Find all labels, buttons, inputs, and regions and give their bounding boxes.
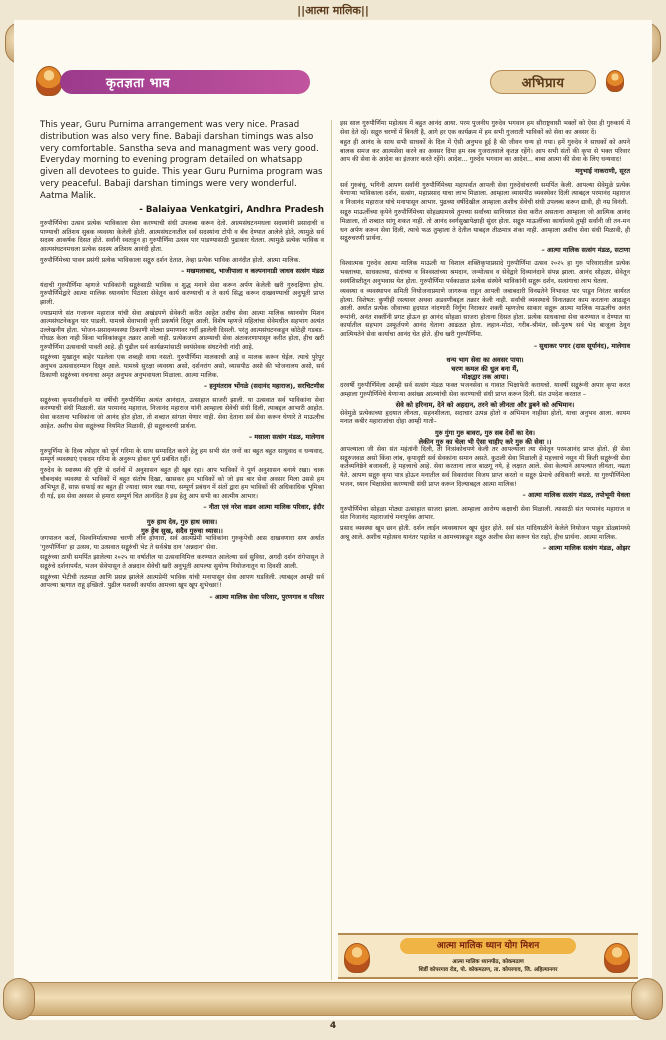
meditating-figure-icon: [604, 943, 630, 973]
testimonial-paragraph: सर्व गुरुबंधू, भगिनी आपण सर्वांनी गुरुपौर्णिमेच्या महापर्वात आपली सेवा गुरुदेवांचरणी समर्पित केली. आपल्या सेवेमुळे प्रत्येक येणाऱ्या भाविकाला दर्शन, सत्संग, महाप्रसाद याचा लाभ मिळाला. आम्हाला व्यासपीठ व्यवस्थेवर दिली त्याबद्दल परमानंद महाराज व निजानंद महाराज यांचे मनापासून आभार. पुढच्या वर्षीदेखील आम्हाला अशीच सेवेची संधी उपलब्ध करून द्यावी, ही नम्र विनंती.: [340, 181, 630, 206]
scroll-roll-right: [631, 978, 663, 1020]
testimonial-signature: - Balaiyaa Venkatgiri, Andhra Pradesh: [139, 204, 324, 215]
verse-line: गुरु हाथ देव, गुरु हाथ स्वास।: [146, 517, 218, 526]
testimonial-paragraph: गुरुदेव के स्वास्थ्य की दृष्टि से दर्शनों में अनुशासन बहुत ही खूब रहा। आप भाविकों ने पूर्ण अनुशासन बनाये रखा। चाक चौबन्दबंद व्यवस्था से भाविकों में बहुत संतोष दिखा, खासकर हम भाविकों को जो इस बार सेवा अवसर मिला उससे हम अभिभूत हैं, साफ़ सफाई का बहुत ही ज्यादा ध्यान रखा गया, सम्पूर्ण प्रबंधन में संतों द्वारा हम भाविकों की अधिकाधिक भूमिका दी गई, इस सेवा अवसर से हमारा सम्पूर्ण चित आनंदित है इस हेतु आप सभी का आत्मीय आभार।: [40, 467, 324, 500]
testimonial-paragraph: सद्गुरुंच्या मुखातून बाहेर पडलेला एक शब्दही वाया नसतो. गुरुपौर्णिमा मालकाची आहे व मालक करून घेईल. त्याचे पुरेपूर अनुभव उत्सवादरम्यान दिसून आले. यामध्ये सुरक्षा व्यवस्था असो, दर्शनरांग असो, व्यासपीठ असो की भोजनालय असो, सर्व ठिकाणी सद्गुरुंच्या वचनाचा अमृत अनुभव अनुभवायला मिळाला. आत्मा मालिक.: [40, 354, 324, 379]
mission-box: [338, 933, 638, 979]
right-column: [340, 120, 630, 559]
verse-line: सेवे को हरिनाम, देने को अहदान, तरने को लीनता और डुबने को अभिमान।: [395, 401, 575, 410]
testimonial-paragraph: सद्गुरुंच्या भेटीची तळमळ आणि प्रसन्न झालेले आत्मप्रेमी भाविक यांची मनापासून सेवा आपण घडविली. त्याबद्दल आम्ही सर्व आपल्या ऋणात राहू इच्छितो. पुढील यशस्वी कार्यास आमच्या खूप खूप शुभेच्छा!!: [40, 573, 324, 590]
testimonial-paragraph: इस साल गुरुपौर्णिमा महोत्सव में बहुत आनंद आया. परम पुजनीय गुरुदेव भगवान हम सौराष्ट्रवासी भक्तों को ऐसा ही गुरुकार्य में सेवा देते रहें। सद्गुरु चरणों में बिनती है, आगे हर एक कार्यक्रम में हम सभी गुजराती भाविकों को सेवा का अवसर दें।: [340, 120, 630, 136]
testimonial-paragraph: व्यवस्था व व्यवस्थापन समिती नियोजनाप्रमाणे जागरूक राहून आपली जबाबदारी विनम्रतेने निभावत पार पाडून निरंतर कार्यरत होत्या. विशेषत: कुणीही रस्त्यावर अथवा अडवणीबद्दल तक्रार केली नाही. सर्वांची व्यवस्थाचे विनातक्रार काम करताना आढळून आली. अर्थात प्रत्येक जीवाच्या हृदयात नांदणारी निर्गुण निराकार शक्ती म्हणजेच साकार सद्गुरू आत्मा मालिक माऊलीच अनंत रूपांनी, अनंत शक्तींनी प्रगट होऊन हा आनंद सोहळा साजरा होताना दिसत होता. प्रत्येक साधकाचा सेवा करण्यात व देण्यात या कार्यातील सहभाग उस्फूर्तपणे आनंद घेताना आढळत होता. लहान-मोठा, गरीब-श्रीमंत, स्त्री-पुरुष सर्व भेद बाजूला ठेवून आत्मियतेने सेवा कार्याचा आनंद घेत होते. हीच खरी गुरुपौर्णिमा.: [340, 288, 630, 339]
testimonial-paragraph: गुरुपूर्णिमा के दिव्य त्योहार को पूर्ण गरिमा के साथ सम्पादित करने हेतु हम सभी संत जनों का बहुत बहुत साधुवाद व धन्यवाद, सम्पूर्ण व्यवस्थाएं एकदम गरिमा के अनुरूप होकर पूर्ण प्रबंधित रहीं।: [40, 447, 324, 464]
testimonial-paragraph: प्रसाद व्यवस्था खूप छान होती. दर्शन लाईन व्यवस्थापन खूप सुंदर होते. सर्व संत मांदियाळीने केलेले नियोजन पाहून डोळ्यांमध्ये अश्रू आले. अशीच महोत्सव यानंतर पहावेत व आमच्याकडून सद्गुरु अशीच सेवा करून घेत राहो, हीच प्रार्थना. आत्मा मालिक.: [340, 524, 630, 541]
column-divider: [331, 120, 332, 980]
testimonial-signature: मनुभाई नाकराणी, सूरत: [575, 166, 630, 175]
testimonial-paragraph: सद्गुरुंच्या कृपाशीर्वादाने या वर्षीची गुरुपौर्णिमा अत्यंत आनंदात, उत्साहात साजरी झाली. या उत्सवात सर्व भाविकांना सेवा करण्याची संधी मिळाली. संत परमानंद महाराज, निजानंद महाराज यांनी आम्हाला सेवेची संधी दिली, त्याबद्दल आभारी आहोत. सेवा करताना भाविकांना जो आनंद होत होता, तो शब्दात सांगता येणार नाही. सेवा देताना सर्व सेवा करून घेणारे ते माऊलीच आहेत. अशीच सेवा सद्गुरुंच्या नियमित मिळावी, ही सद्गुरुचरणी प्रार्थना.: [40, 396, 324, 430]
testimonial-paragraph: सेवेमुळे प्रत्येकाच्या हृदयात लीनता, सहनशीलता, सदाचार उत्पन्न होतो व अभिमान नाहीसा होतो, याचा अनुभव आला. कायम मनात कबीर महाराजांचा दोहा आम्ही गातो–: [340, 409, 630, 426]
testimonial-paragraph: आपल्याला जी सेवा संत महंतांनी दिली, ती निःसंकोचपणे केली तर आपल्याला त्या सेवेतून परमआनंद प्राप्त होतो. ही सेवा सद्गुरुजवळ असो किंवा लांब, कृपादृष्टी सर्व सेवकांना समान असते. कुठली सेवा मिळाली हे महत्त्वाचे नसून मी किती सद्गुरूंची सेवा कर्तव्यनिष्ठेने बजावली, हे महत्त्वाचे आहे. सेवा करताना लाज बाळगू नये, हे लक्षात आले. सेवा केल्याने आपल्यात लीनता, नम्रता येते. आपण सद्गुरु कृपा पात्र होऊन मनातील सर्व विकारांवर विजय प्राप्त करतो व सद्गुरु प्रेमाचे अधिकारी बनतो. या गुरुपौर्णिमेला भजन, ध्यान भिक्षासेवा करण्याची संधी प्राप्त करून दिल्याबद्दल आत्मा मालिक!: [340, 446, 630, 488]
page-number: 4: [329, 1021, 337, 1031]
testimonial-signature: – आत्मा मालिक सेवा परिवार, पुरणगाव व परिसर: [209, 592, 324, 601]
testimonial-paragraph: ज्याप्रमाणे संत गजानन महाराज यांची सेवा अखंडपणे सेवेकरी करीत आहेत तशीच सेवा आत्मा मालिक ध्यानयोग मिशन आत्मसंघटनेकडून पार पाडली. यामध्ये सेवाभावी वृत्ती प्रकर्षाने दिसून आली. विशेष म्हणजे महिलांचा सेवेमधील सहभाग अत्यंत उल्लेखनीय होता. भोजन-प्रसादव्यवस्था ठिकाणी मोठ्या प्रमाणावर गर्दी झालेली दिसली. परंतु आत्मसंघटनकडून कोठेही गडबड-गोंधळ केला नाही किंवा भाविकांकडून तक्रार आली नाही. प्रत्येकजण आत्म्याची सेवा अंतःकरणापासून करीत होता, हीच खरी गुरुपौर्णिमा उत्सवाची पावती आहे. ही पुढील सर्व कार्यक्रमांसाठी स्वयंसेवक संघटनेची नांदी आहे.: [40, 309, 324, 351]
guru-icon: [36, 66, 62, 96]
verse-line: धन्य भाग सेवा का अवसर पाया।: [446, 356, 524, 365]
testimonial-paragraph: यंदाची गुरुपौर्णिमा म्हणजे भाविकांनी सद्गुरुंसाठी भाविक व शुद्ध मनाने सेवा करून अर्पण केलेली खरी गुरुदक्षिणा होय. गुरुपौर्णिमेद्वारे आत्मा मालिक ध्यानयोग पिठाला सेवेतून कार्य करण्याची व ते कार्य सिद्ध करून दाखवण्याची अनुभूती प्राप्त झाली.: [40, 281, 324, 306]
meditating-figure-icon: [606, 70, 624, 92]
testimonial-paragraph: जगपालन कर्ता, विश्वनिर्मात्याच्या चरणी लीन होणारा, सर्व आत्मप्रेमी भाविकांना गुरुकृपेची आस दाखवणारा सण अर्थात 'गुरुपौर्णिमा' हा उत्सव, या उत्सवात सद्गुरुंची भेट ते सर्वश्रेष्ठ दान 'अन्नदान' सेवा.: [40, 535, 324, 551]
testimonial-signature: – मखमलाबाद, भाजीपाला व कल्पनानाडी जाधव सत्संग मंडळ: [181, 267, 324, 276]
testimonial-signature: – आत्मा मालिक सत्संग मंडळ, सटाणा: [541, 245, 630, 254]
running-head: ||आत्मा मालिक||: [297, 4, 369, 17]
testimonial-paragraph: गुरुपौर्णिमेचा सोहळा मोठ्या उत्साहात साजरा झाला. आम्हाला आरोग्य कक्षाची सेवा मिळाली. त्यासाठी संत परमानंद महाराज व संत निजानंद महाराजांचे मनःपूर्वक आभार.: [340, 505, 630, 522]
gratitude-banner: कृतज्ञता भाव: [60, 70, 310, 94]
testimonial-paragraph: बहुत ही आनंद के साथ सभी साधकों के दिल में ऐसी अनुभव हुई है की जीवन धन्य हो गया। हमें गुरुदेव ने साधकों को अपने बालक समज कर आत्मसेवा करने का अवसर दिया हम सब गुजरातवाले कृतज्ञ रहेंगे। आप सभी संतों की कृपा से भक्त परिवार आप की सेवा के आदेश का इंतजार करते रहेंगे। आदेश... गुरुदेव भगवान का आदेश... बाबा आत्मा की सेवा के लिए धन्यवाद!: [340, 139, 630, 164]
testimonial-paragraph: गुरुपौर्णिमेचा उत्सव प्रत्येक भाविकाला सेवा करण्याची संधी उपलब्ध करून देतो. आत्मसंघटनमधला सदस्यांनी प्रसादाची व पाण्याची अतिशय सुबक व्यवस्था केलेली होती. आत्मसंघटनातील सर्व सदस्यांना टोपी व बॅच देण्यात आलेले होते, त्यामुळे सर्व सदस्य आकर्षक दिसत होते. सर्वांनी स्वतःहून हा गुरुपौर्णिमा उत्सव पार पाडण्यासाठी पुढाकार घेतला. त्यामुळे प्रत्येक भाविक व आत्मसंघटनमधला प्रत्येक सदस्य अतिशय आनंदी होता.: [40, 220, 324, 253]
verse-line: लेकीन गुरु का चेला भी ऐसा चाहीए करे गुरु की सेवा ।।: [418, 437, 552, 446]
verse-line: चरण कमल की धुल बना मैं,: [451, 364, 519, 373]
testimonial-signature: – मसाला सत्संग मंडळ, मालेगाव: [248, 433, 324, 442]
verse-line: गुरु हेच सुख, सदैव गुरुचा ध्यास।।: [141, 526, 223, 535]
testimonial-paragraph: This year, Guru Purnima arrangement was very nice. Prasad distribution was also very fine. Babaji darshan timings was also very comfortable. Sanstha seva and managment was very good. Everyday morning to evening program detailed on whatsapp given all devotees to guide. This year Guru Purnima program was very peaceful. Babaji darshan timings were very wonderful. Aatma Malik.: [40, 120, 323, 201]
meditating-figure-icon: [344, 943, 370, 973]
mission-address-line-1: आत्मा मालिक ध्यानपीठ, कोकमठाण: [452, 959, 524, 965]
testimonial-signature: – आत्मा मालिक सत्संग मंडळ, तपोभूमी येवला: [522, 491, 630, 500]
mission-address-line-2: शिर्डी कोपरगाव रोड, पो. कोकमठाण, ता. कोपरगाव, जि. अहिल्यानगर: [418, 967, 558, 973]
testimonial-signature: – हनुमंतराव भोंगळे (सदानंद महाराज), सरचिटणीस: [203, 382, 324, 391]
scroll-roll-left: [3, 978, 35, 1020]
testimonial-signature: – आत्मा मालिक सत्संग मंडळ, ओझर: [542, 544, 630, 553]
testimonial-paragraph: दरवर्षी गुरुपौर्णिमेला आम्ही सर्व सत्संग मंडळ फक्त भजनसेवा व गावात भिक्षाफेरी करायचो. यावर्षी सद्गुरूंनी अपार कृपा करत अम्हाला गुरुपौर्णिमेचे येणाऱ्या असंख्य आत्म्यांची सेवा करण्याची संधी प्राप्त करून दिली. संत उपदेश करतात –: [340, 382, 630, 398]
testimonial-signature: – सुधाकर पगार (दास सूर्यानंद), मालेगाव: [533, 341, 630, 350]
verse-line: गुरु गुंगा गुरु बावरा, गुरु सब देवों का देव।: [434, 429, 536, 437]
opinion-banner: अभिप्राय: [490, 70, 596, 94]
testimonial-paragraph: विश्वात्मक गुरुदेव आत्मा मालिक माऊली या विशाल शक्तिकृपाप्रसादे गुरुपौर्णिमा उत्सव २०२५ हा गुरु परिवारातील प्रत्येक भक्ताच्या, साधकाच्या, संतांच्या व विश्वस्तांच्या श्रमदान, जन्मोत्सव व सेवेद्वारे दिव्यानंदाने संपन्न झाला. आनंद सोहळा, सेवेतून स्वयंशिस्तीतून अनुभवास येत होता. गुरुपौर्णिमा पर्वकाळात प्रत्येक संस्थेने भाविकांनी सद्गुरू दर्शन, सत्संगाचा लाभ घेतला.: [340, 260, 630, 285]
bottom-scroll-border: [8, 982, 658, 1016]
mission-title: आत्मा मालिक ध्यान योग मिशन: [400, 938, 576, 954]
testimonial-signature: – नीता एवं नरेश वाढव आत्मा मालिक परिवार, इंदौर: [203, 503, 324, 512]
testimonial-paragraph: गुरुपौर्णिमेच्या पावन प्रसंगी प्रत्येक भाविकाला सद्गुरु दर्शन देतात, तेव्हा प्रत्येक भाविक आनंदीत होतो. आत्मा मालिक.: [40, 256, 301, 264]
verse-line: मोक्षद्वार तक आया।: [461, 373, 509, 382]
testimonial-paragraph: सद्गुरुंच्या ठायी समर्पित झालेल्या २०२५ या वर्षातील या उत्सवानिमित्त करण्यात आलेल्या सर्व सुविधा, अगदी दर्शन रांगेपासून ते सद्गुरुंचे दर्शनापर्यंत, भजन सेवेपासून ते अन्नदान सेवेची खरी अनुभूती आपल्या सुयोग्य नियोजनातून या दिवशी आली.: [40, 554, 324, 570]
testimonial-paragraph: सद्गुरु माऊलींच्या कृपेने गुरुपौर्णिमेच्या सोहळ्यामध्ये तुमच्या सर्वांच्या सानिध्यात सेवा करीत असताना आम्हाला जो आत्मिक आनंद मिळाला, तो शब्दात सांगू शकत नाही. तो आनंद स्वर्गसुखापेक्षाही सुंदर होता. सद्गुरु माऊलींच्या कार्यामध्ये तुम्ही सर्वांनी जी तन-मन धन अर्पण करून सेवा दिली, त्याचे फळ तुम्हाला ते देतील याबद्दल तीळमात्र शंका नाही. आम्हाला अशीच सेवा संधी मिळावी, ही सद्गुरुचरणी प्रार्थना.: [340, 209, 630, 243]
left-column: [40, 120, 324, 607]
